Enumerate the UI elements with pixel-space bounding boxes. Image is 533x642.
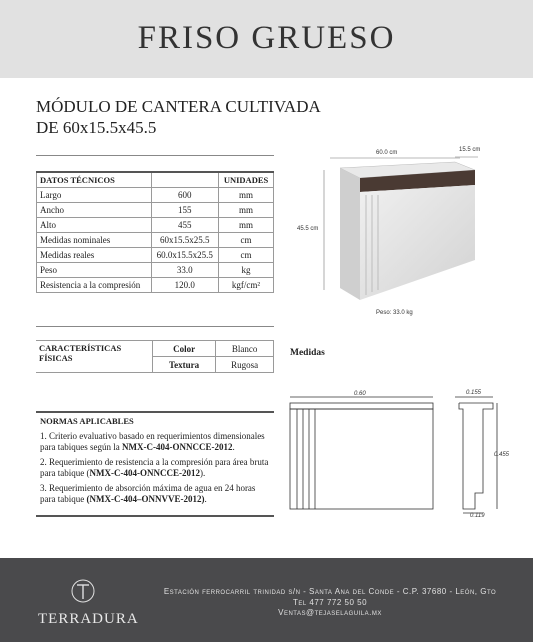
row-unit: cm xyxy=(219,233,274,248)
footer-email[interactable]: Ventas@tejaselaguila.mx xyxy=(278,608,382,617)
table-row xyxy=(36,341,274,357)
drawing-width: 0.60 xyxy=(354,391,366,397)
row-unit: kg xyxy=(219,263,274,278)
row-value: 60x15.5x25.5 xyxy=(151,233,219,248)
physical-table xyxy=(36,340,274,373)
col-header-datos: DATOS TÉCNICOS xyxy=(37,172,152,188)
row-unit: mm xyxy=(219,188,274,203)
height-label: 45.5 cm xyxy=(297,226,319,232)
row-label: Alto xyxy=(37,218,152,233)
row-value: 33.0 xyxy=(151,263,219,278)
divider xyxy=(36,155,274,156)
row-value: Blanco xyxy=(216,341,274,357)
row-unit: mm xyxy=(219,203,274,218)
table-row xyxy=(37,248,274,263)
row-value: 60.0x15.5x25.5 xyxy=(151,248,219,263)
row-label: Peso xyxy=(37,263,152,278)
row-label: Medidas nominales xyxy=(37,233,152,248)
table-row xyxy=(37,203,274,218)
side-profile xyxy=(459,403,493,509)
technical-data-table xyxy=(36,171,274,293)
subtitle-line-1: MÓDULO DE CANTERA CULTIVADA xyxy=(36,97,321,116)
front-view xyxy=(290,409,433,509)
row-unit: mm xyxy=(219,218,274,233)
table-header-row xyxy=(37,172,274,188)
drawing-depth: 0.155 xyxy=(466,390,482,396)
page-title: FRISO GRUESO xyxy=(137,20,396,56)
norm-item: 1. Criterio evaluativo basado en requerimientos dimensionales para tabiques según la NMX-C-404-ONNCCE-2012. xyxy=(40,431,265,452)
norms-title: NORMAS APLICABLES xyxy=(40,416,134,426)
row-value: 600 xyxy=(151,188,219,203)
norm-item: 2. Requerimiento de resistencia a la compresión para área bruta para tabique (NMX-C-404-ONNCCE-2012). xyxy=(40,457,269,478)
depth-label: 15.5 cm xyxy=(459,147,481,153)
footer-address: Estación ferrocarril trinidad s/n - Santa Ana del Conde - C.P. 37680 - León, Gto xyxy=(163,587,497,596)
row-label: Resistencia a la compresión xyxy=(37,278,152,293)
norms-box xyxy=(36,411,274,517)
row-key: Textura xyxy=(153,357,216,373)
row-key: Color xyxy=(153,341,216,357)
col-header-value xyxy=(151,172,219,188)
block-side xyxy=(340,168,360,300)
row-value: 120.0 xyxy=(151,278,219,293)
divider xyxy=(36,326,274,327)
table-row xyxy=(37,278,274,293)
row-value: Rugosa xyxy=(216,357,274,373)
front-cornice xyxy=(290,403,433,409)
subtitle-line-2: DE 60x15.5x45.5 xyxy=(36,118,157,137)
logo-t-icon xyxy=(69,578,97,604)
footer-contact xyxy=(140,587,520,619)
col-header-unidades: UNIDADES xyxy=(219,172,274,188)
width-label: 60.0 cm xyxy=(376,150,398,156)
row-label: Medidas reales xyxy=(37,248,152,263)
table-row xyxy=(37,218,274,233)
drawing-height: 0.455 xyxy=(494,452,510,458)
technical-drawing xyxy=(285,385,525,525)
medidas-label: Medidas xyxy=(290,348,325,358)
table-row xyxy=(37,188,274,203)
footer-phone: Tel 477 772 50 50 xyxy=(292,597,368,607)
row-value: 155 xyxy=(151,203,219,218)
weight-label: Peso: 33.0 kg xyxy=(376,310,413,316)
brand-name: TERRADURA xyxy=(38,611,139,627)
table-row xyxy=(37,263,274,278)
block-face xyxy=(360,185,475,300)
brand-logo xyxy=(38,578,139,628)
physical-title: CARACTERÍSTICAS FÍSICAS xyxy=(36,341,153,373)
norm-item: 3. Requerimiento de absorción máxima de agua en 24 horas para tabique (NMX-C-404–ONNVVE-2012). xyxy=(40,483,256,504)
row-label: Largo xyxy=(37,188,152,203)
subtitle xyxy=(36,96,321,138)
title-banner xyxy=(0,0,533,78)
row-unit: kgf/cm² xyxy=(219,278,274,293)
product-render xyxy=(300,140,510,320)
row-value: 455 xyxy=(151,218,219,233)
drawing-base: 0.119 xyxy=(470,513,485,519)
table-row xyxy=(37,233,274,248)
row-unit: cm xyxy=(219,248,274,263)
row-label: Ancho xyxy=(37,203,152,218)
